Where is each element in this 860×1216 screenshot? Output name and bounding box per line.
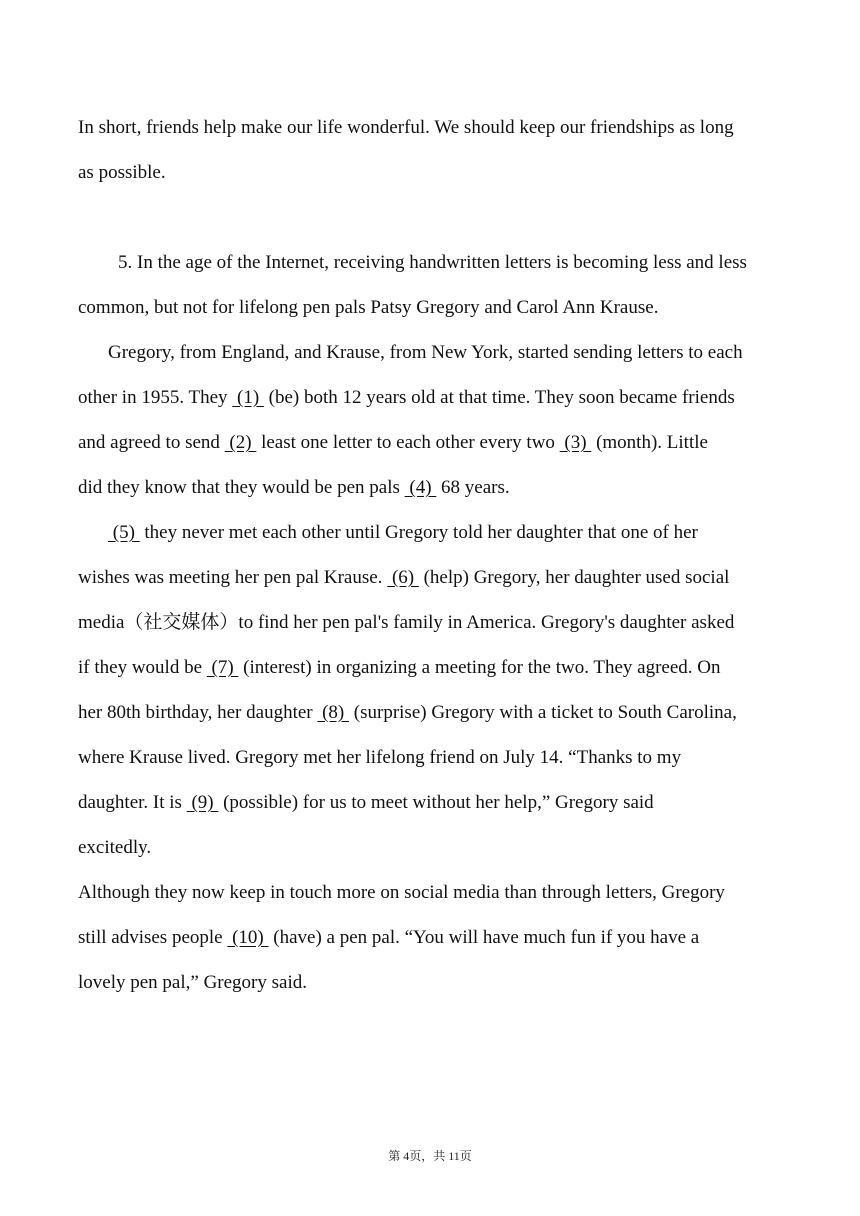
passage-text: if they would be [78,657,207,678]
passage-text: other in 1955. They [78,387,233,408]
blank-4: (4) [404,477,437,498]
passage-text: and agreed to send [78,432,225,453]
passage-text: 68 years. [436,477,510,498]
blank-10: (10) [227,927,269,948]
passage-line [78,386,798,410]
blank-7: (7) [206,657,239,678]
passage-line [78,566,798,590]
passage-text: (month). Little [591,432,708,453]
passage-text: (interest) in organizing a meeting for the two. They agreed. On [238,657,721,678]
passage-line: excitedly. [78,837,152,858]
passage-line: lovely pen pal,” Gregory said. [78,972,307,993]
intro-line-1: In short, friends help make our life wonderful. We should keep our friendships as long [78,117,734,138]
passage-text: (be) both 12 years old at that time. They soon became friends [263,387,735,408]
passage-text: still advises people [78,927,228,948]
passage-text: (surprise) Gregory with a ticket to South Carolina, [349,702,737,723]
passage-text: they never met each other until Gregory told her daughter that one of her [139,522,698,543]
blank-1: (1) [232,387,264,408]
passage-text: (help) Gregory, her daughter used social [418,567,730,588]
passage-text: (possible) for us to meet without her help,” Gregory said [218,792,654,813]
passage-line [78,476,798,500]
passage-line [78,926,798,950]
passage-line [108,521,828,545]
passage-text: least one letter to each other every two [256,432,560,453]
blank-6: (6) [387,567,419,588]
blank-2: (2) [224,432,257,453]
passage-line: Gregory, from England, and Krause, from New York, started sending letters to each [108,342,743,363]
passage-line: media（社交媒体）to find her pen pal's family in America. Gregory's daughter asked [78,612,735,633]
blank-9: (9) [186,792,219,813]
passage-text: did they know that they would be pen pals [78,477,405,498]
passage-line [78,431,798,455]
passage-line [78,656,798,680]
passage-text: daughter. It is [78,792,187,813]
passage-text: her 80th birthday, her daughter [78,702,318,723]
passage-text: wishes was meeting her pen pal Krause. [78,567,388,588]
blank-5: (5) [108,522,140,543]
passage-line: common, but not for lifelong pen pals Patsy Gregory and Carol Ann Krause. [78,297,659,318]
blank-3: (3) [559,432,592,453]
passage-line: where Krause lived. Gregory met her lifelong friend on July 14. “Thanks to my [78,747,682,768]
blank-8: (8) [317,702,350,723]
passage-text: (have) a pen pal. “You will have much fun if you have a [268,927,700,948]
intro-line-2: as possible. [78,162,166,183]
passage-line [78,791,798,815]
question-heading-line: 5. In the age of the Internet, receiving handwritten letters is becoming less and less [118,252,747,273]
passage-line [78,701,798,725]
page-footer: 第 4页，共 11页 [388,1149,472,1163]
passage-line: Although they now keep in touch more on social media than through letters, Gregory [78,882,725,903]
